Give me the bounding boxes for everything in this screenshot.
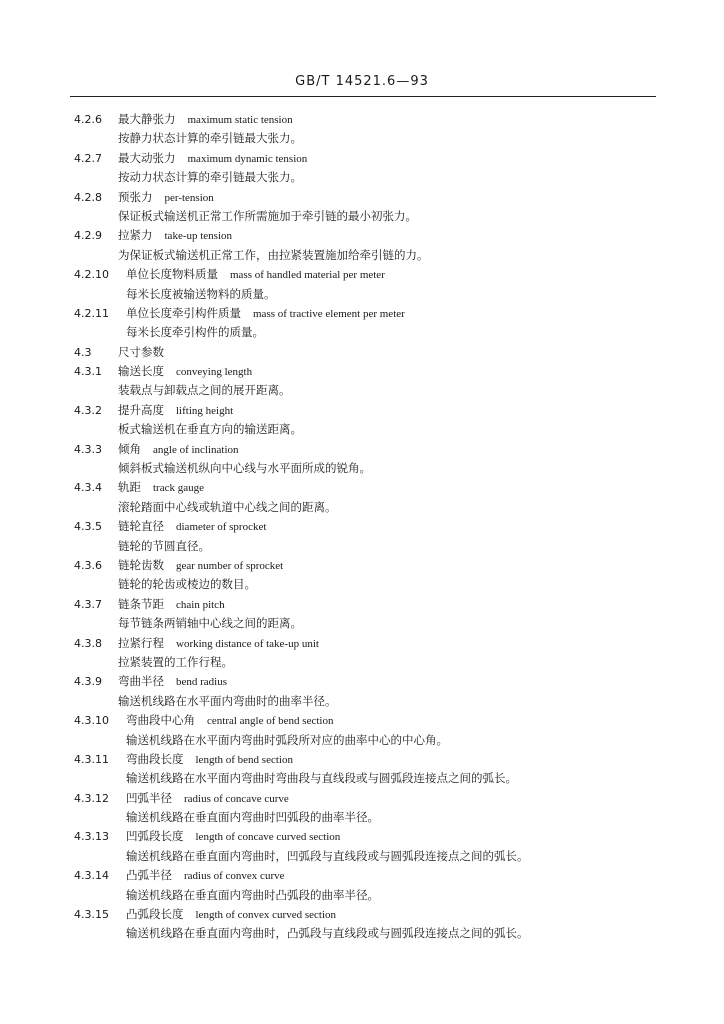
term-number: 4.2.10 bbox=[74, 268, 109, 282]
term-number: 4.2.6 bbox=[74, 113, 102, 126]
term-chinese: 凹弧半径 bbox=[126, 790, 172, 805]
term-entry bbox=[74, 343, 664, 362]
term-chinese: 弯曲段长度 bbox=[126, 751, 184, 766]
term-number: 4.2.8 bbox=[74, 190, 102, 204]
term-number: 4.3.4 bbox=[74, 481, 102, 495]
term-entry bbox=[74, 362, 664, 401]
term-heading bbox=[74, 304, 664, 323]
term-chinese: 单位长度物料质量 bbox=[126, 267, 218, 282]
term-english: length of bend section bbox=[195, 753, 293, 766]
term-chinese: 拉紧行程 bbox=[118, 635, 164, 650]
term-english: mass of handled material per meter bbox=[230, 269, 385, 282]
term-entry bbox=[74, 556, 664, 595]
term-heading bbox=[74, 866, 664, 885]
term-definition: 输送机线路在水平面内弯曲时的曲率半径。 bbox=[118, 693, 337, 708]
term-heading bbox=[74, 149, 664, 168]
term-english: maximum dynamic tension bbox=[187, 152, 308, 165]
term-chinese: 链条节距 bbox=[118, 596, 164, 611]
term-heading bbox=[74, 750, 664, 769]
term-definition: 输送机线路在水平面内弯曲时弧段所对应的曲率中心的中心角。 bbox=[126, 732, 448, 747]
term-heading bbox=[74, 226, 664, 245]
term-heading bbox=[74, 110, 664, 129]
term-heading bbox=[74, 362, 664, 381]
term-english: mass of tractive element per meter bbox=[253, 307, 405, 320]
term-entry bbox=[74, 672, 664, 711]
term-english: bend radius bbox=[176, 676, 228, 689]
term-entry bbox=[74, 827, 664, 866]
term-heading bbox=[74, 265, 664, 284]
term-entry bbox=[74, 478, 664, 517]
term-entry bbox=[74, 149, 664, 188]
term-chinese: 链轮齿数 bbox=[118, 557, 164, 572]
term-heading bbox=[74, 478, 664, 497]
term-definition: 输送机线路在垂直面内弯曲时凸弧段的曲率半径。 bbox=[126, 887, 379, 902]
term-entry bbox=[74, 711, 664, 750]
term-number: 4.3.11 bbox=[74, 752, 109, 766]
term-definition: 板式输送机在垂直方向的输送距离。 bbox=[118, 422, 302, 437]
term-english: length of concave curved section bbox=[195, 831, 341, 844]
term-heading bbox=[74, 711, 664, 730]
term-definition: 按动力状态计算的牵引链最大张力。 bbox=[118, 170, 302, 185]
term-english: radius of convex curve bbox=[184, 870, 285, 883]
term-definition: 每米长度牵引构件的质量。 bbox=[126, 325, 264, 340]
term-chinese: 提升高度 bbox=[118, 402, 164, 417]
term-english: track gauge bbox=[153, 482, 204, 495]
term-number: 4.3.2 bbox=[74, 403, 102, 417]
term-heading bbox=[74, 634, 664, 653]
term-english: maximum static tension bbox=[187, 114, 293, 126]
standard-header: GB/T 14521.6—93 bbox=[295, 74, 429, 89]
term-number: 4.3 bbox=[74, 345, 92, 359]
term-entry bbox=[74, 188, 664, 227]
term-number: 4.3.13 bbox=[74, 830, 109, 844]
term-definition: 保证板式输送机正常工作所需施加于牵引链的最小初张力。 bbox=[118, 208, 417, 223]
term-english: lifting height bbox=[176, 404, 234, 417]
term-entry bbox=[74, 634, 664, 673]
term-chinese: 轨距 bbox=[118, 480, 141, 495]
term-english: working distance of take-up unit bbox=[176, 637, 319, 650]
term-english: take-up tension bbox=[164, 230, 233, 243]
term-definition: 滚轮踏面中心线或轨道中心线之间的距离。 bbox=[118, 499, 337, 514]
term-number: 4.3.3 bbox=[74, 442, 102, 456]
term-number: 4.2.7 bbox=[74, 151, 102, 165]
term-chinese: 尺寸参数 bbox=[118, 344, 164, 359]
term-english: radius of concave curve bbox=[184, 792, 289, 805]
term-entry bbox=[74, 789, 664, 828]
term-entry bbox=[74, 226, 664, 265]
term-english: chain pitch bbox=[176, 598, 225, 611]
term-number: 4.3.15 bbox=[74, 908, 109, 922]
term-heading bbox=[74, 343, 664, 362]
term-number: 4.2.9 bbox=[74, 229, 102, 243]
term-definition: 按静力状态计算的牵引链最大张力。 bbox=[118, 131, 302, 146]
term-heading bbox=[74, 905, 664, 924]
term-english: per-tension bbox=[164, 191, 214, 204]
term-chinese: 凸弧半径 bbox=[126, 868, 172, 883]
term-english: conveying length bbox=[176, 366, 253, 379]
term-chinese: 最大静张力 bbox=[118, 112, 176, 126]
term-entry bbox=[74, 401, 664, 440]
term-definition: 输送机线路在垂直面内弯曲时，凹弧段与直线段或与圆弧段连接点之间的弧长。 bbox=[126, 848, 529, 863]
term-entry bbox=[74, 304, 664, 343]
term-chinese: 拉紧力 bbox=[118, 228, 153, 243]
term-definition: 每米长度被输送物料的质量。 bbox=[126, 286, 276, 301]
term-chinese: 凹弧段长度 bbox=[126, 829, 184, 844]
term-heading bbox=[74, 827, 664, 846]
term-chinese: 弯曲半径 bbox=[118, 674, 164, 689]
term-entry bbox=[74, 750, 664, 789]
term-definition: 每节链条两销轴中心线之间的距离。 bbox=[118, 616, 302, 631]
term-chinese: 预张力 bbox=[118, 189, 153, 204]
term-number: 4.3.12 bbox=[74, 791, 109, 805]
term-number: 4.2.11 bbox=[74, 306, 109, 320]
term-heading bbox=[74, 789, 664, 808]
term-entry bbox=[74, 866, 664, 905]
term-entry bbox=[74, 517, 664, 556]
term-number: 4.3.5 bbox=[74, 520, 102, 534]
term-heading bbox=[74, 556, 664, 575]
term-heading bbox=[74, 440, 664, 459]
term-chinese: 凸弧段长度 bbox=[126, 907, 184, 922]
term-heading bbox=[74, 672, 664, 691]
term-definition: 输送机线路在垂直面内弯曲时凹弧段的曲率半径。 bbox=[126, 810, 379, 825]
term-definition: 倾斜板式输送机纵向中心线与水平面所成的锐角。 bbox=[118, 461, 371, 476]
term-chinese: 最大动张力 bbox=[118, 150, 176, 165]
term-heading bbox=[74, 517, 664, 536]
term-definition: 为保证板式输送机正常工作，由拉紧装置施加给牵引链的力。 bbox=[118, 247, 429, 262]
term-definition: 链轮的节圆直径。 bbox=[118, 538, 210, 553]
term-english: length of convex curved section bbox=[195, 909, 337, 922]
term-definition: 链轮的轮齿或棱边的数目。 bbox=[118, 577, 256, 592]
term-entry bbox=[74, 905, 664, 944]
term-chinese: 倾角 bbox=[118, 441, 141, 456]
term-chinese: 链轮直径 bbox=[118, 519, 164, 534]
term-chinese: 输送长度 bbox=[118, 364, 164, 379]
term-english: gear number of sprocket bbox=[176, 559, 284, 572]
term-heading bbox=[74, 595, 664, 614]
term-english: angle of inclination bbox=[153, 443, 239, 456]
term-heading bbox=[74, 401, 664, 420]
term-definition: 装载点与卸载点之间的展开距离。 bbox=[118, 383, 291, 398]
header-rule bbox=[70, 96, 656, 97]
terms-list bbox=[74, 110, 664, 944]
term-number: 4.3.14 bbox=[74, 869, 109, 883]
term-entry bbox=[74, 440, 664, 479]
term-heading bbox=[74, 188, 664, 207]
term-number: 4.3.8 bbox=[74, 636, 102, 650]
term-entry bbox=[74, 265, 664, 304]
term-chinese: 弯曲段中心角 bbox=[126, 713, 195, 728]
term-number: 4.3.7 bbox=[74, 597, 102, 611]
term-entry bbox=[74, 110, 664, 149]
term-number: 4.3.9 bbox=[74, 675, 102, 689]
term-number: 4.3.10 bbox=[74, 714, 109, 728]
term-number: 4.3.1 bbox=[74, 365, 102, 379]
term-english: central angle of bend section bbox=[207, 715, 334, 728]
term-entry bbox=[74, 595, 664, 634]
term-english: diameter of sprocket bbox=[176, 521, 267, 534]
term-definition: 输送机线路在垂直面内弯曲时，凸弧段与直线段或与圆弧段连接点之间的弧长。 bbox=[126, 926, 529, 941]
term-chinese: 单位长度牵引构件质量 bbox=[126, 305, 241, 320]
term-number: 4.3.6 bbox=[74, 558, 102, 572]
term-definition: 拉紧装置的工作行程。 bbox=[118, 654, 233, 669]
term-definition: 输送机线路在水平面内弯曲时弯曲段与直线段或与圆弧段连接点之间的弧长。 bbox=[126, 771, 517, 786]
